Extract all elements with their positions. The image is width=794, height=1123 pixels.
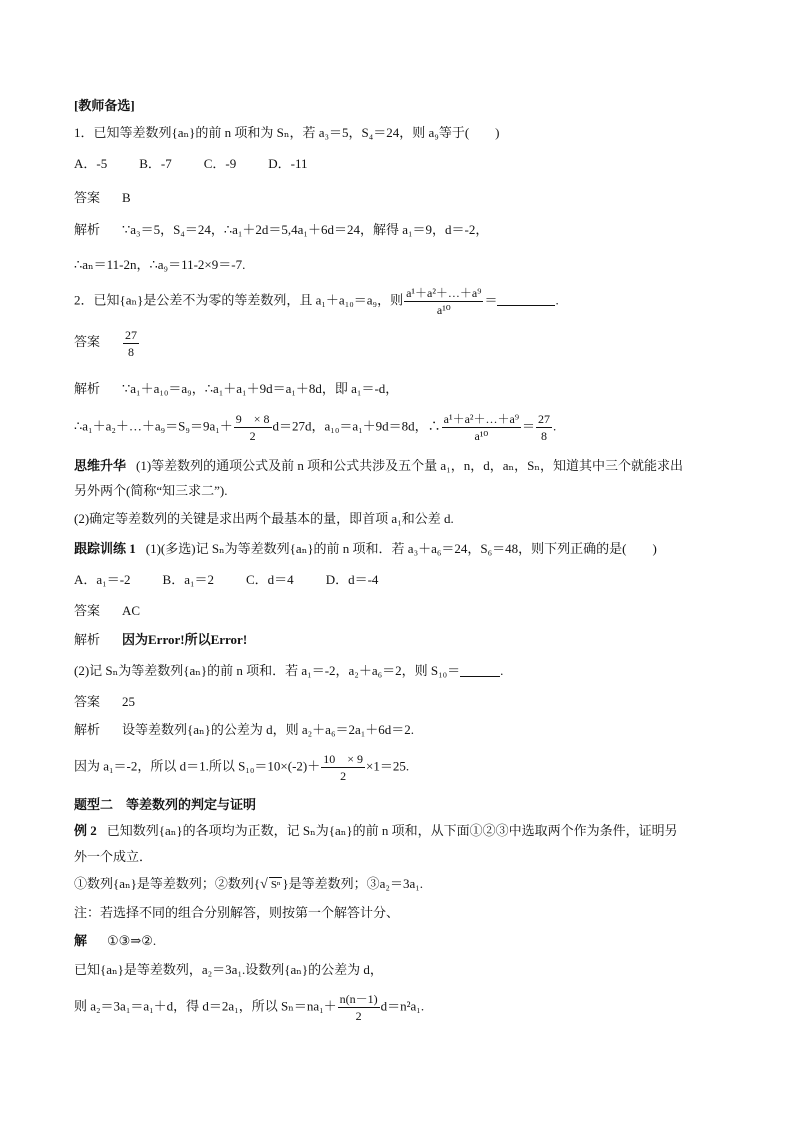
follow-part2-analysis-2	[74, 752, 409, 783]
q2-ans-num: 27	[125, 328, 137, 342]
q2-answer-fraction	[123, 328, 139, 359]
frac-num: 9 × 8	[235, 412, 270, 426]
condition-text-a: ①数列{aₙ}是等差数列；②数列{	[74, 876, 261, 891]
follow-options	[74, 572, 410, 588]
analysis-label: 解析	[74, 722, 101, 737]
q2-analysis-frac-1	[234, 412, 272, 443]
sqrt-sign: √	[260, 877, 268, 892]
follow-option-a: A．a₁＝-2	[74, 572, 131, 587]
follow-option-b: B．a₁＝2	[162, 572, 215, 587]
frac-den: 2	[340, 769, 347, 783]
analysis-text-a: 因为 a₁＝-2，所以 d＝1.所以 S₁₀＝10×(-2)＋	[74, 758, 321, 774]
example-label: 例 2	[74, 823, 97, 838]
q2-eq: ＝	[484, 292, 498, 308]
frac-den: 2	[249, 429, 256, 443]
q2-analysis-frac-2	[442, 412, 521, 443]
q1-analysis-2: ∴aₙ＝11-2n，∴a₉＝11-2×9＝-7.	[74, 257, 246, 272]
q1-stem: 1．已知等差数列{aₙ}的前 n 项和为 Sₙ，若 a₃＝5，S₄＝24，则 a₉等于( )	[74, 125, 500, 140]
solution-line-2	[74, 992, 424, 1023]
q1-option-a: A．-5	[74, 156, 108, 171]
part2-fraction	[321, 752, 365, 783]
solution-text-b: d＝n²a₁.	[380, 998, 425, 1014]
q2-stem	[74, 286, 559, 317]
solution-head-text: ①③⇒②.	[107, 933, 157, 948]
example2-line-1	[74, 823, 678, 839]
q1-option-d: D．-11	[268, 156, 308, 171]
q2-frac-den: a¹⁰	[436, 303, 451, 317]
analysis-text-b: ×1＝25.	[366, 758, 410, 774]
frac-den: a¹⁰	[474, 429, 489, 443]
follow-part2-answer	[74, 694, 135, 710]
q2-stem-text: 2．已知{aₙ}是公差不为零的等差数列，且 a₁＋a₁₀＝a₉，则	[74, 292, 404, 308]
example-text-1: 已知数列{aₙ}的各项均为正数，记 Sₙ为{aₙ}的前 n 项和，从下面①②③中选取两个作为条件，证明另	[106, 823, 678, 838]
answer-label: 答案	[74, 334, 101, 350]
analysis-label: 解析	[74, 632, 101, 647]
analysis-text: 因为Error!所以Error!	[122, 632, 248, 647]
frac-den: 8	[541, 429, 548, 443]
analysis-text-a: ∴a₁＋a₂＋…＋a₉＝S₉＝9a₁＋	[74, 418, 233, 434]
thinking-line-3: (2)确定等差数列的关键是求出两个最基本的量，即首项 a₁和公差 d.	[74, 511, 454, 526]
example2-note: 注：若选择不同的组合分别解答，则按第一个解答计分、	[74, 905, 400, 920]
sqrt-content: Sⁿ	[270, 879, 281, 891]
q1-option-b: B．-7	[139, 156, 172, 171]
analysis-text: ∵a₃＝5，S₄＝24，∴a₁＋2d＝5,4a₁＋6d＝24，解得 a₁＝9，d＝-2，	[122, 222, 489, 237]
frac-num: a¹＋a²＋…＋a⁹	[443, 412, 520, 426]
q1-analysis-1	[74, 222, 488, 238]
q2-frac-num: a¹＋a²＋…＋a⁹	[406, 286, 482, 300]
part2-stem-text: (2)记 Sₙ为等差数列{aₙ}的前 n 项和．若 a₁＝-2，a₂＋a₆＝2，则 S₁₀＝	[74, 663, 461, 678]
follow-analysis	[74, 632, 247, 648]
answer-label: 答案	[74, 694, 101, 709]
q2-answer	[74, 328, 140, 359]
teacher-select-header: [教师备选]	[74, 98, 135, 113]
q2-ans-den: 8	[128, 345, 134, 359]
thinking-text-1: (1)等差数列的通项公式及前 n 项和公式共涉及五个量 a₁，n，d，aₙ，Sₙ，知道其中三个就能求出	[136, 458, 683, 473]
q2-analysis-1	[74, 381, 398, 397]
follow-part2-stem	[74, 663, 503, 679]
frac-num: n(n－1)	[339, 992, 378, 1006]
solution-line-1: 已知{aₙ}是等差数列，a₂＝3a₁.设数列{aₙ}的公差为 d，	[74, 962, 383, 977]
answer-value: 25	[122, 694, 135, 709]
example2-line-2: 外一个成立．	[74, 849, 153, 864]
example2-conditions	[74, 876, 423, 893]
frac-num: 27	[538, 412, 551, 426]
follow-answer	[74, 603, 140, 619]
solution-label: 解	[74, 933, 88, 948]
answer-label: 答案	[74, 603, 101, 618]
follow-option-d: D．d＝-4	[325, 572, 379, 587]
q2-end: .	[555, 292, 559, 308]
eq: ＝	[522, 418, 536, 434]
q1-answer	[74, 190, 131, 206]
condition-text-b: }是等差数列；③a₂＝3a₁.	[282, 876, 424, 891]
q2-analysis-result	[536, 412, 552, 443]
thinking-label: 思维升华	[74, 458, 127, 473]
frac-num: 10 × 9	[323, 752, 364, 766]
q2-analysis-2	[74, 412, 556, 443]
answer-label: 答案	[74, 190, 101, 205]
thinking-line-2: 另外两个(简称“知三求二”).	[74, 483, 228, 498]
analysis-label: 解析	[74, 381, 101, 396]
q1-options	[74, 156, 340, 172]
q2-answer-blank	[497, 293, 555, 306]
analysis-label: 解析	[74, 222, 101, 237]
analysis-text: 设等差数列{aₙ}的公差为 d，则 a₂＋a₆＝2a₁＋6d＝2.	[122, 722, 415, 737]
part2-end: .	[500, 663, 504, 678]
analysis-text-b: d＝27d，a₁₀＝a₁＋9d＝8d，∴	[272, 418, 441, 434]
q1-option-c: C．-9	[203, 156, 237, 171]
frac-den: 2	[355, 1009, 362, 1023]
follow-stem-text: (1)(多选)记 Sₙ为等差数列{aₙ}的前 n 项和．若 a₃＋a₆＝24，S₆＝48，则下列正确的是( )	[145, 541, 657, 556]
follow-label: 跟踪训练 1	[74, 541, 136, 556]
follow-option-c: C．d＝4	[246, 572, 294, 587]
answer-value: AC	[122, 603, 141, 618]
q2-fraction	[404, 286, 483, 317]
solution-fraction	[338, 992, 380, 1023]
follow-stem	[74, 541, 657, 557]
analysis-text: ∵a₁＋a₁₀＝a₉，∴a₁＋a₁＋9d＝a₁＋8d，即 a₁＝-d，	[122, 381, 399, 396]
thinking-line-1	[74, 458, 683, 474]
part2-answer-blank	[460, 664, 500, 677]
answer-value: B	[122, 190, 131, 205]
solution-head	[74, 933, 156, 949]
end: .	[553, 418, 557, 434]
follow-part2-analysis-1	[74, 722, 414, 738]
solution-text-a: 则 a₂＝3a₁＝a₁＋d，得 d＝2a₁，所以 Sₙ＝na₁＋	[74, 998, 337, 1014]
topic2-title: 题型二 等差数列的判定与证明	[74, 797, 257, 812]
